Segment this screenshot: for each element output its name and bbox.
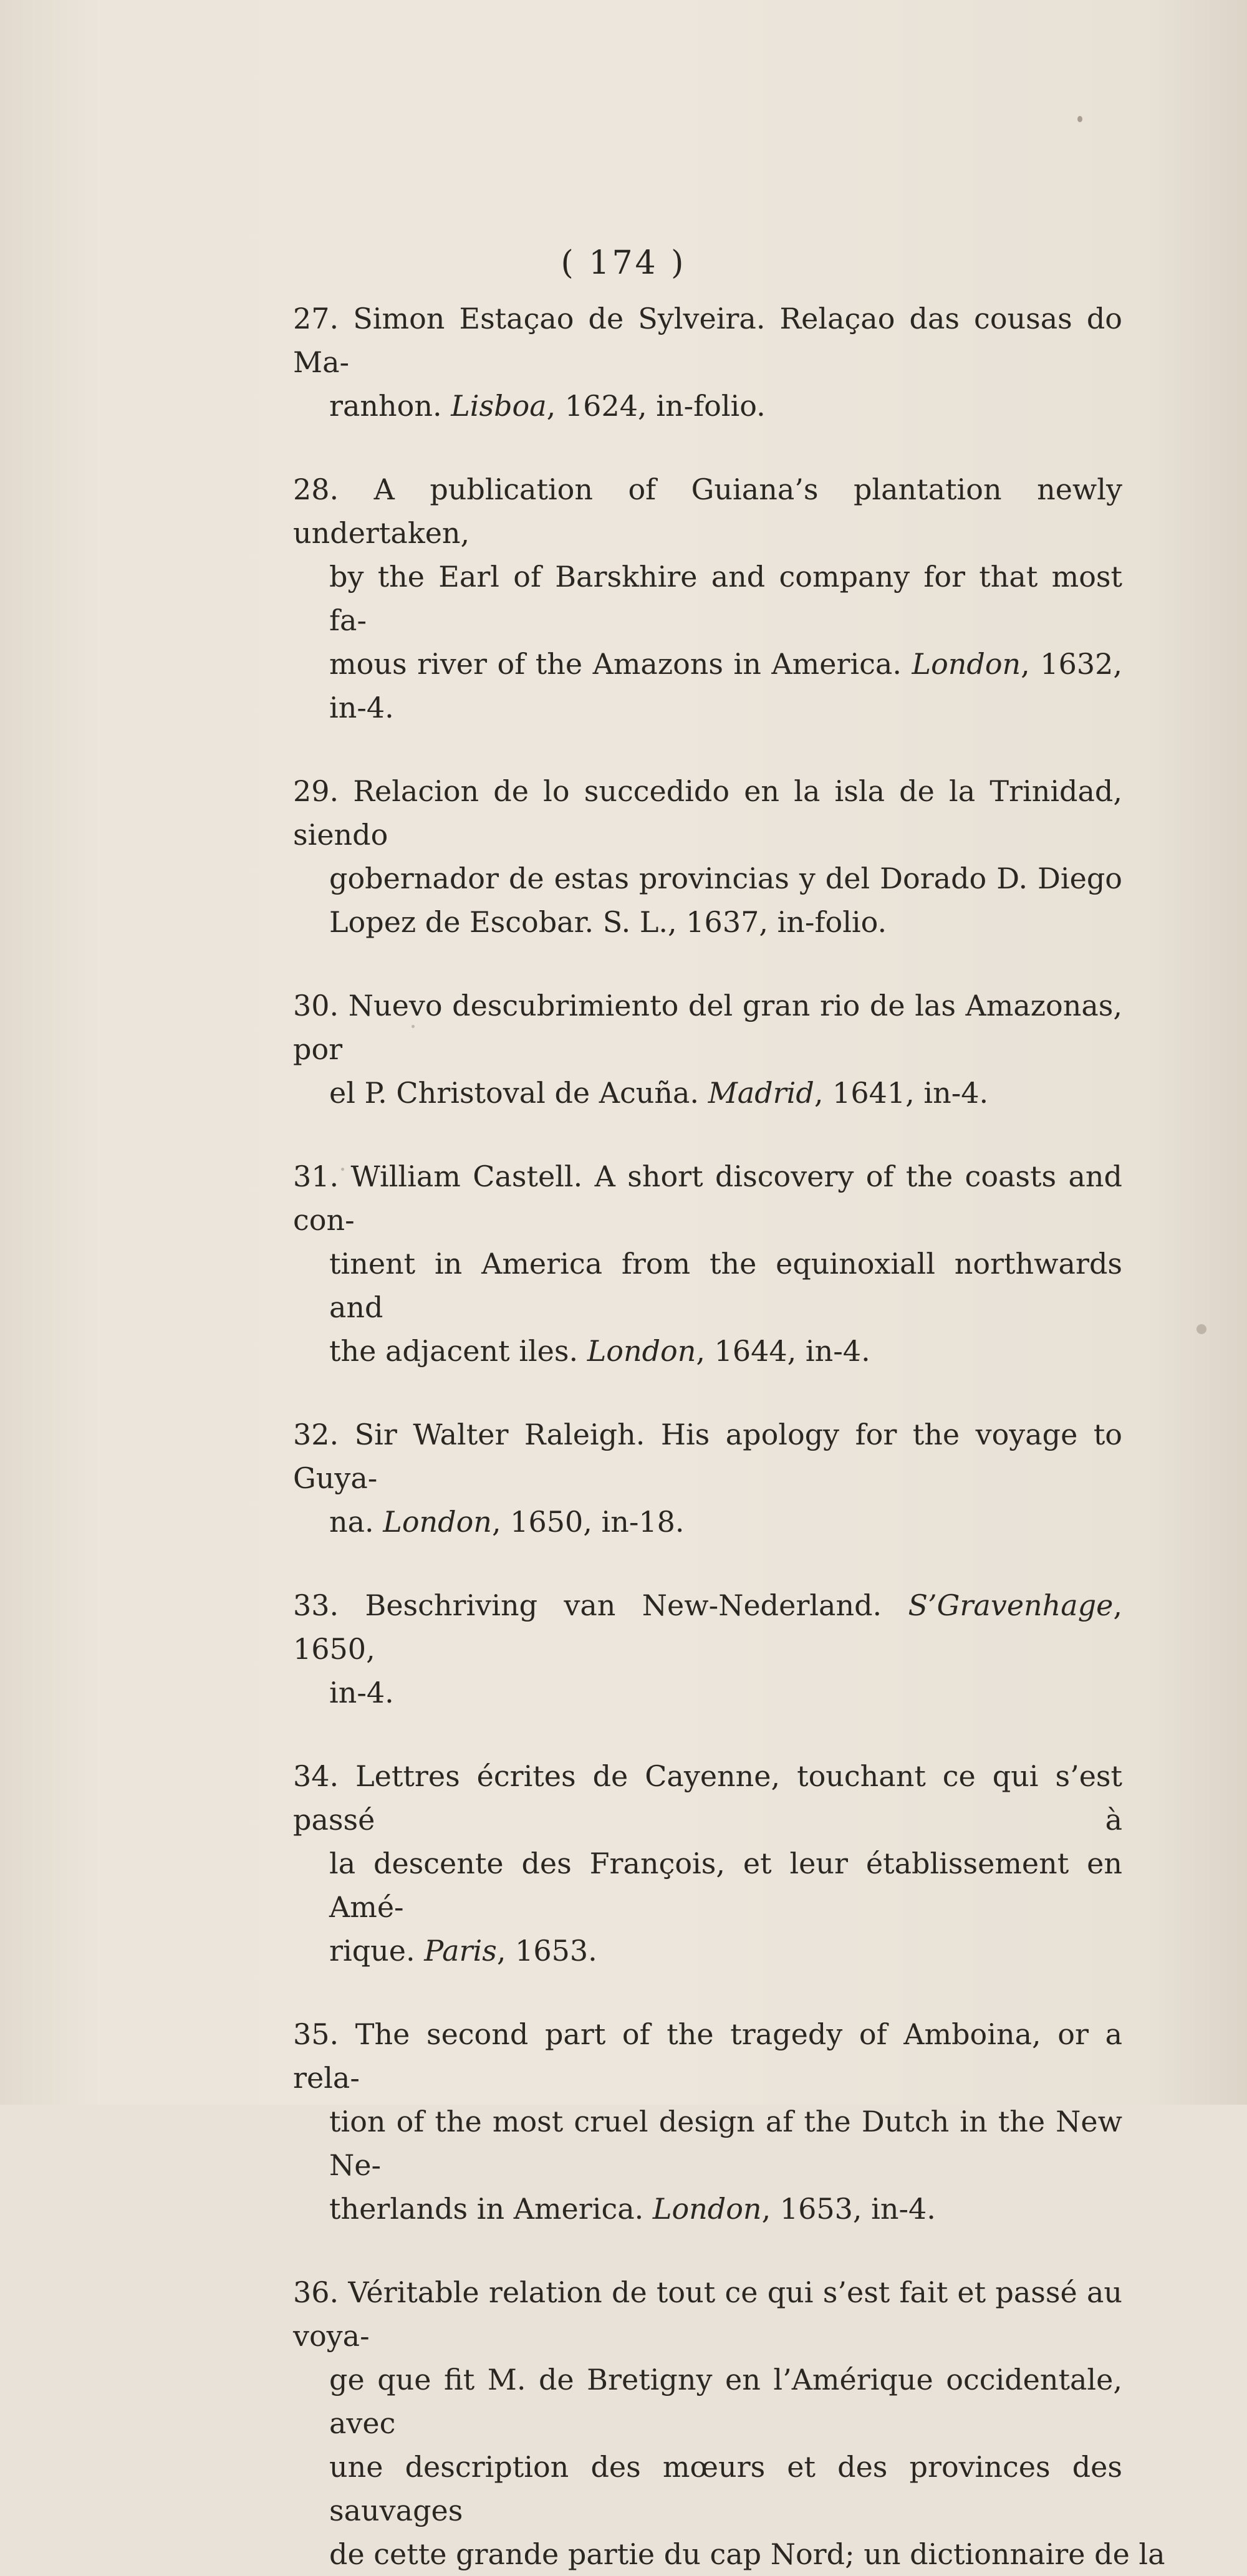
entry-text: na. [329,1505,383,1539]
entry-line [293,769,1122,857]
entry-text: , 1650, [293,1588,1123,1666]
entry-italic-text: Lisboa [451,389,547,423]
entry-text: tinent in America from the equinoxiall northwards and [329,1247,1122,1324]
page-number: ( 174 ) [561,244,686,282]
entry-line [293,2358,1122,2445]
entry-text: A publication of Guiana’s plantation newly undertaken, [293,473,1122,550]
entry-number: 36. [293,2276,339,2309]
entry-line [293,2100,1122,2187]
entry-line [293,1071,1122,1115]
entry-text: by the Earl of Barskhire and company for that most fa- [329,560,1122,637]
paper-speck [1196,1324,1206,1334]
entry-italic-text: London [383,1505,492,1539]
entry-text: ranhon. [329,389,451,423]
entry-line [293,1754,1122,1842]
entry-text: el P. Christoval de Acuña. [329,1076,708,1110]
entry-line [293,1413,1122,1500]
entry-line [293,1584,1122,1671]
entry-text: mous river of the Amazons in America. [329,647,912,681]
bibliography-entry [293,769,1122,944]
entry-text: Relacion de lo succedido en la isla de la Trinidad, siendo [293,774,1122,852]
entry-text: tion of the most cruel design af the Dutch in the New Ne- [329,2105,1122,2182]
entry-text: , 1653, in-4. [761,2192,936,2226]
entry-text: the adjacent iles. [329,1334,587,1368]
entry-italic-text: London [652,2192,762,2226]
entry-number: 33. [293,1588,339,1622]
entry-italic-text: London [912,647,1021,681]
entry-text: de cette grande partie du cap Nord; un dictionnaire de la [329,2537,1165,2571]
entry-text: in-4. [329,691,394,724]
bibliography-entry [293,1584,1122,1714]
entry-text: la descente des François, et leur établissement en Amé- [329,1847,1122,1924]
entry-line [293,900,1122,944]
entry-text: , 1653. [496,1934,597,1968]
entry-line [293,1242,1122,1329]
entry-number: 30. [293,989,339,1022]
entry-line [293,642,1122,686]
entry-line [293,2271,1122,2358]
bibliography-entry [293,1155,1122,1373]
entry-text: Simon Estaçao de Sylveira. Relaçao das cousas do Ma- [293,302,1122,379]
entry-text: une description des mœurs et des provinces des sauvages [329,2450,1122,2527]
entry-line [293,984,1122,1071]
entry-text: in-4. [329,1676,394,1709]
entry-number: 29. [293,774,339,808]
entry-line [293,468,1122,555]
entry-text: William Castell. A short discovery of the coasts and con- [293,1160,1122,1237]
entry-number: 32. [293,1418,339,1451]
entry-line [293,2532,1165,2576]
bibliography-entry [293,468,1122,729]
bibliography-list [293,297,1165,2576]
entry-text: Nuevo descubrimiento del gran rio de las Amazonas, por [293,989,1122,1066]
entry-line [293,1929,1122,1973]
bibliography-entry [293,1754,1122,1973]
entry-italic-text: Paris [424,1934,497,1968]
entry-number: 34. [293,1759,339,1793]
entry-line [293,1329,1122,1373]
entry-text: rique. [329,1934,425,1968]
entry-line [293,2445,1122,2532]
paper-speck [341,1168,344,1171]
entry-line [293,686,1122,729]
entry-text: , 1632, [1021,647,1122,681]
entry-line [293,2012,1122,2100]
bibliography-entry [293,2012,1122,2231]
entry-text: Sir Walter Raleigh. His apology for the voyage to Guya- [293,1418,1123,1495]
entry-line [293,384,1122,428]
paper-speck [1077,116,1082,122]
entry-line [293,857,1122,900]
entry-number: 31. [293,1160,339,1193]
entry-text: , 1644, in-4. [696,1334,870,1368]
entry-text: , 1641, in-4. [814,1076,989,1110]
entry-text: ge que fit M. de Bretigny en l’Amérique occidentale, avec [329,2363,1122,2440]
bibliography-entry [293,297,1122,428]
bibliography-entry [293,1413,1122,1544]
entry-italic-text: Madrid [708,1076,814,1110]
entry-italic-text: S’Gravenhage [908,1588,1114,1622]
entry-line [293,1671,1122,1714]
entry-text: Lettres écrites de Cayenne, touchant ce qui s’est passé à [293,1759,1123,1837]
entry-line [293,2187,1122,2231]
entry-line [293,1842,1122,1929]
entry-text: , 1624, in-folio. [546,389,766,423]
entry-text: , 1650, in-18. [491,1505,685,1539]
entry-line [293,1155,1122,1242]
entry-text: The second part of the tragedy of Amboina, or a rela- [293,2017,1122,2095]
entry-line [293,555,1122,642]
entry-line [293,1500,1122,1544]
entry-text: therlands in America. [329,2192,653,2226]
entry-text: Véritable relation de tout ce qui s’est fait et passé au voya- [293,2276,1122,2353]
entry-text: gobernador de estas provincias y del Dorado D. Diego [329,862,1122,895]
paper-speck [412,1025,415,1028]
entry-text: Beschriving van New-Nederland. [365,1588,908,1622]
entry-text: Lopez de Escobar. S. L., 1637, in-folio. [329,905,887,939]
entry-number: 35. [293,2017,339,2051]
entry-italic-text: London [587,1334,696,1368]
bibliography-entry [293,2271,1165,2576]
entry-line [293,297,1122,384]
entry-number: 28. [293,473,339,506]
bibliography-entry [293,984,1122,1115]
entry-number: 27. [293,302,339,335]
